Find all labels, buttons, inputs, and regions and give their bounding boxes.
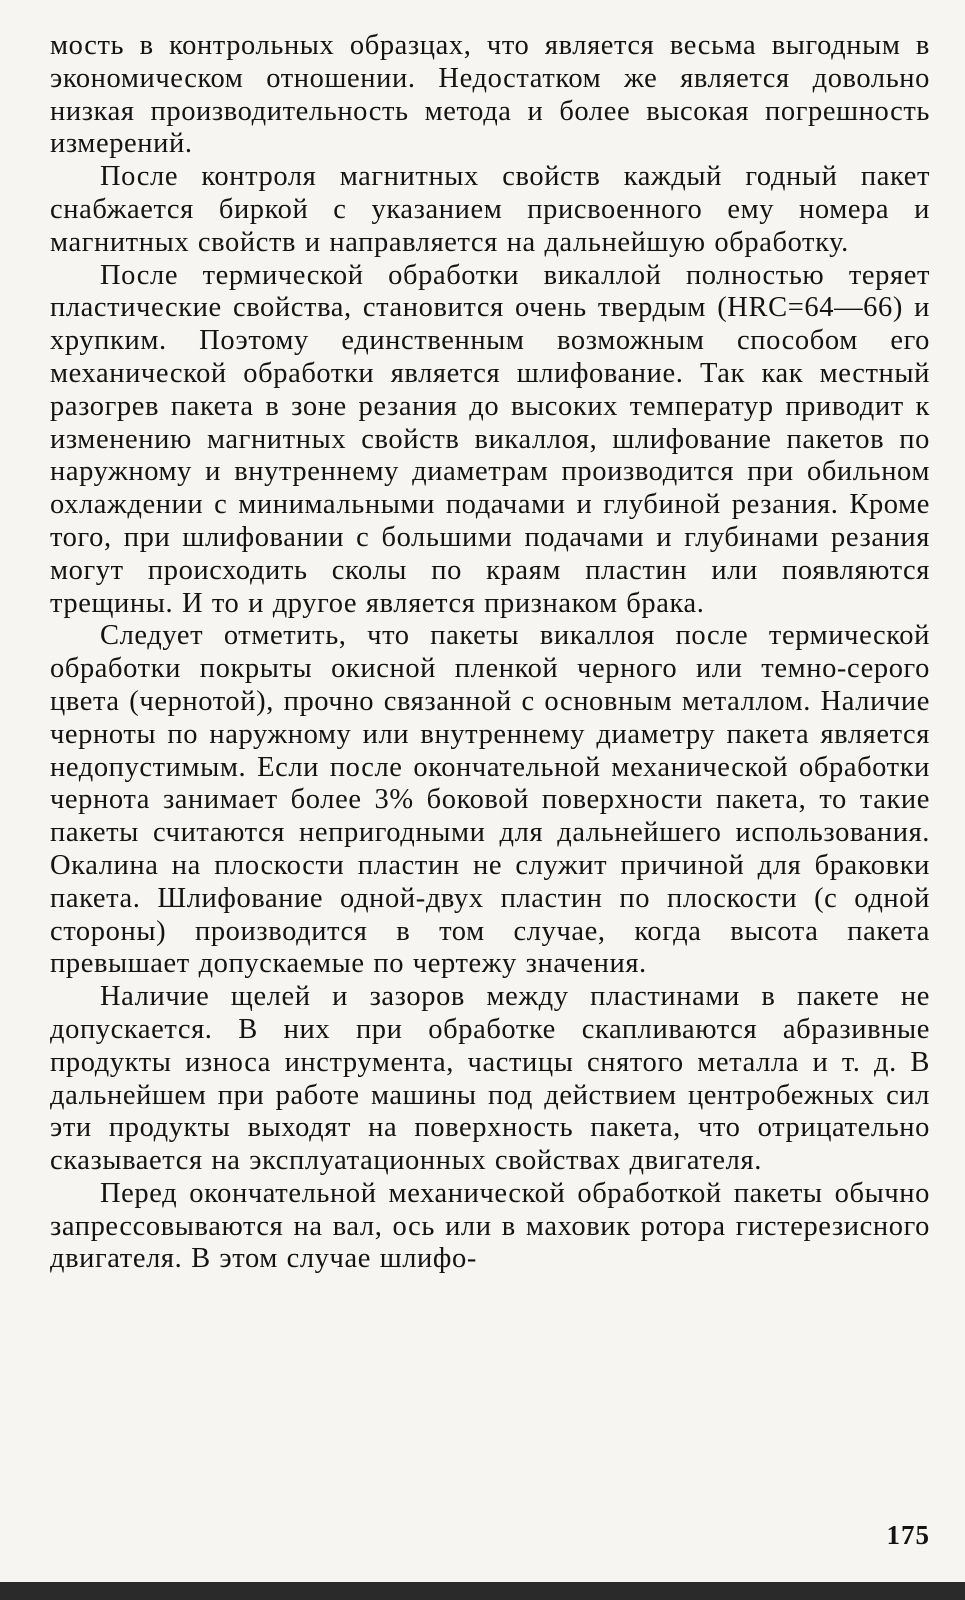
paragraph-6: Перед окончательной механической обработкой пакеты обычно запрессовываются на вал, ось или в маховик ротора гистерезисного двигателя. В этом случае шлифо- xyxy=(50,1177,930,1275)
paragraph-3: После термической обработки викаллой полностью теряет пластические свойства, становится очень твердым (HRC=64—66) и хрупким. Поэтому единственным возможным способом его механической обработки является шлифование. Так как местный разогрев пакета в зоне резания до высоких температур приводит к изменению магнитных свойств викаллоя, шлифование пакетов по наружному и внутреннему диаметрам производится при обильном охлаждении с минимальными подачами и глубиной резания. Кроме того, при шлифовании с большими подачами и глубинами резания могут происходить сколы по краям пластин или появляются трещины. И то и другое является признаком брака. xyxy=(50,259,930,619)
paragraph-2: После контроля магнитных свойств каждый годный пакет снабжается биркой с указанием присвоенного ему номера и магнитных свойств и направляется на дальнейшую обработку. xyxy=(50,161,930,258)
page-number: 175 xyxy=(886,1520,930,1550)
body-text xyxy=(50,30,930,1276)
scan-bottom-edge xyxy=(0,1582,965,1600)
paragraph-1: мость в контрольных образцах, что является весьма выгодным в экономическом отношении. Недостатком же является довольно низкая производительность метода и более высокая погрешность измерений. xyxy=(50,30,930,160)
paragraph-5: Наличие щелей и зазоров между пластинами в пакете не допускается. В них при обработке скапливаются абразивные продукты износа инструмента, частицы снятого металла и т. д. В дальнейшем при работе машины под действием центробежных сил эти продукты выходят на поверхность пакета, что отрицательно сказывается на эксплуатационных свойствах двигателя. xyxy=(50,981,930,1177)
paragraph-4: Следует отметить, что пакеты викаллоя после термической обработки покрыты окисной пленкой черного или темно-серого цвета (чернотой), прочно связанной с основным металлом. Наличие черноты по наружному или внутреннему диаметру пакета является недопустимым. Если после окончательной механической обработки чернота занимает более 3% боковой поверхности пакета, то такие пакеты считаются непригодными для дальнейшего использования. Окалина на плоскости пластин не служит причиной для браковки пакета. Шлифование одной-двух пластин по плоскости (с одной стороны) производится в том случае, когда высота пакета превышает допускаемые по чертежу значения. xyxy=(50,620,930,980)
